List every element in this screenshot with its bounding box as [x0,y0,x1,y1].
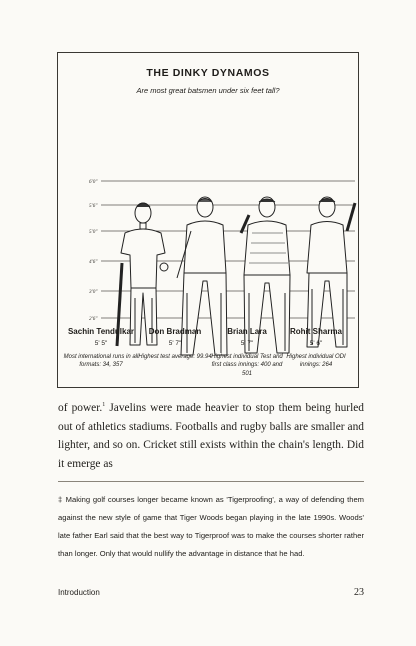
player-fact: Highest individual ODI innings: 264 [286,354,346,369]
player-caption [276,327,356,370]
infographic-figure [57,52,359,388]
batsman-sharma-drawing [307,197,355,347]
player-name: Brian Lara [227,327,267,336]
page-footer [58,588,364,600]
footnote-divider [58,481,364,482]
player-caption [135,327,215,361]
figure-title: THE DINKY DYNAMOS [146,67,270,79]
player-name: Sachin Tendulkar [67,327,135,336]
player-height: 5' 6" [309,340,323,347]
player-height: 5' 7" [168,340,182,347]
body-text-start: of power. [58,402,103,414]
scale-label: 3'0" [89,289,98,295]
body-text-rest: Javelins were made heavier to stop them being hurled out of athletics stadiums. Footballs and rugby balls are smaller and lighter, and so on. Cricket still exists within the chain's length. Did it emerge as [58,402,364,470]
batsman-sachin-drawing [117,203,168,346]
player-name: Rohit Sharma [289,327,342,336]
player-height: 5' 7" [240,340,254,347]
footnote-reference: 1 [102,402,106,409]
footnote-text: Making golf courses longer became known as 'Tigerproofing', a way of defending them against the new style of game that Tiger Woods began playing in the late 1990s. Woods' late father Earl said that the best way to Tigerproof was to make the courses shorter rather than longer. Only that would nullify the advantage in distance that he had. [58,495,365,558]
figure-subtitle: Are most great batsmen under six feet tall? [136,86,280,95]
player-fact: Highest test average: 99.94 [138,354,212,360]
player-caption [61,327,141,370]
footnote-marker: ‡ [58,495,63,504]
page-number: 23 [354,587,364,598]
player-fact: Most international runs in all formats: 34, 357 [63,354,139,369]
player-name: Don Bradman [148,327,202,336]
scale-label: 6'0" [89,179,98,185]
body-paragraph [58,399,364,473]
batsmen-height-illustration [59,103,357,365]
player-height: 5' 5" [94,340,108,347]
scale-label: 4'6" [89,259,98,265]
player-caption [207,327,287,378]
scale-label: 5'6" [89,203,98,209]
scale-label: 5'0" [89,229,98,235]
running-footer-section: Introduction [58,588,100,597]
player-fact: Highest individual Test and first class innings: 400 and 501 [211,354,283,377]
scale-label: 2'6" [89,316,98,322]
footnote [58,491,364,563]
